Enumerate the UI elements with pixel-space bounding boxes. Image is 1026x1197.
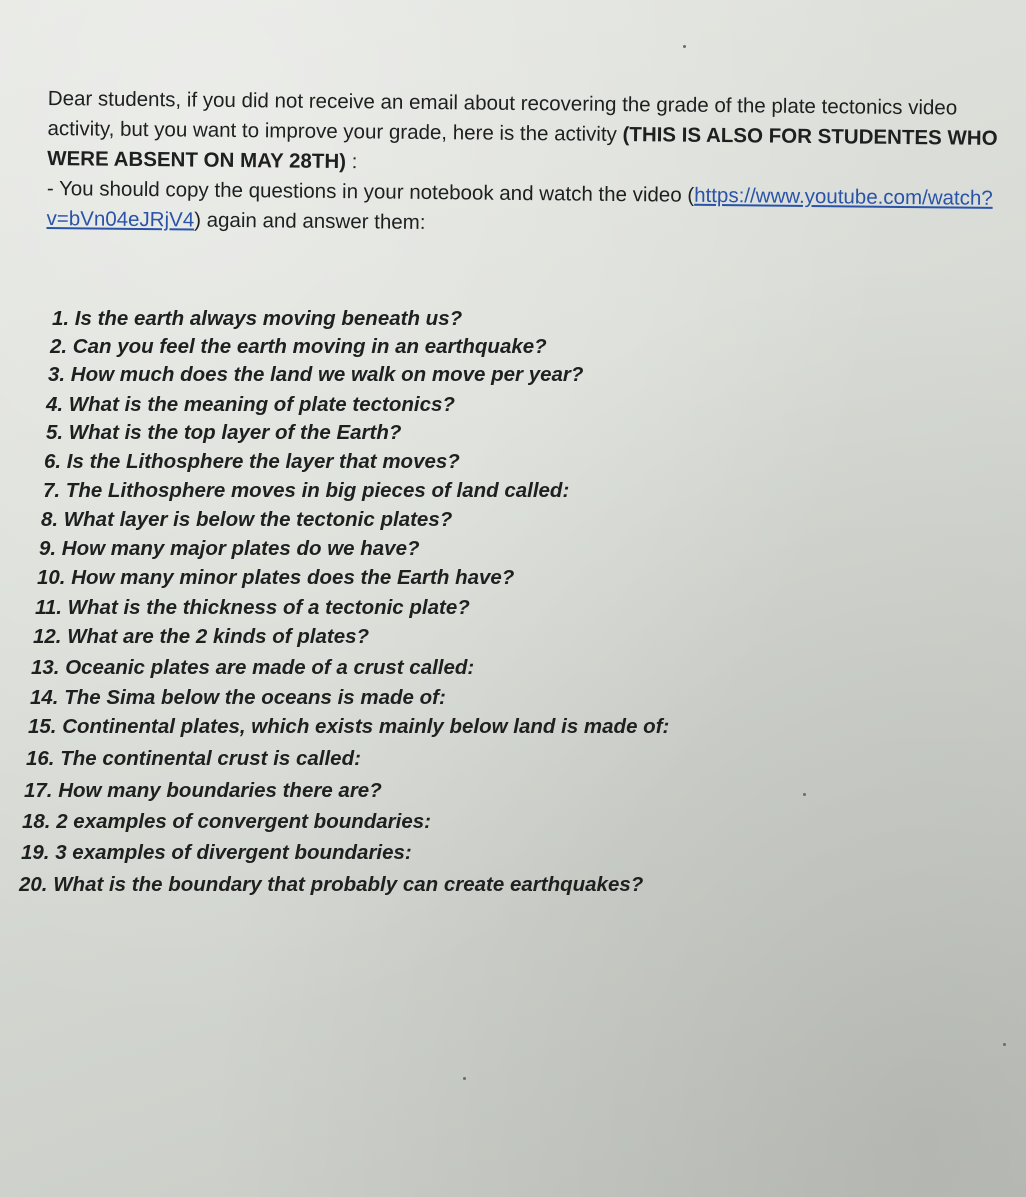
instruction-paragraph <box>46 174 1007 244</box>
question-item: 9. How many major plates do we have? <box>39 537 420 560</box>
question-item: 8. What layer is below the tectonic plates? <box>41 508 453 531</box>
paper-speck <box>803 793 806 796</box>
paper-speck <box>683 45 686 48</box>
paper-speck <box>1003 1043 1006 1046</box>
intro-text: Dear students, if you did not receive an email about recovering the grade of the plate tectonics video activity, but you want to improve your grade, here is the activity <box>47 86 958 147</box>
question-item: 16. The continental crust is called: <box>26 747 361 770</box>
question-item: 19. 3 examples of divergent boundaries: <box>21 841 412 864</box>
question-item: 20. What is the boundary that probably can create earthquakes? <box>19 873 644 896</box>
intro-colon: : <box>345 150 358 174</box>
video-link[interactable]: https://www.youtube.com/watch?v=bVn04eJRjV4 <box>46 183 993 232</box>
question-item: 1. Is the earth always moving beneath us? <box>52 307 463 330</box>
question-item: 14. The Sima below the oceans is made of: <box>30 686 446 709</box>
intro-section <box>46 84 1008 244</box>
instruction-start: - You should copy the questions in your notebook and watch the video ( <box>46 176 695 207</box>
question-item: 15. Continental plates, which exists mainly below land is made of: <box>28 715 670 738</box>
instruction-end: ) again and answer them: <box>194 208 426 234</box>
question-item: 7. The Lithosphere moves in big pieces of land called: <box>43 479 570 502</box>
question-item: 3. How much does the land we walk on move per year? <box>48 363 584 386</box>
question-item: 12. What are the 2 kinds of plates? <box>33 625 370 648</box>
intro-bold-note: (THIS IS ALSO FOR STUDENTES WHO WERE ABSENT ON MAY 28TH) <box>47 123 998 174</box>
question-item: 11. What is the thickness of a tectonic plate? <box>35 596 470 619</box>
question-item: 4. What is the meaning of plate tectonics? <box>46 393 455 416</box>
question-item: 5. What is the top layer of the Earth? <box>46 421 402 444</box>
question-item: 6. Is the Lithosphere the layer that moves? <box>44 450 460 473</box>
question-item: 2. Can you feel the earth moving in an earthquake? <box>50 335 547 358</box>
question-item: 17. How many boundaries there are? <box>24 779 382 802</box>
paper-speck <box>463 1077 466 1080</box>
question-item: 13. Oceanic plates are made of a crust called: <box>31 656 475 679</box>
question-item: 10. How many minor plates does the Earth have? <box>37 566 515 589</box>
intro-paragraph <box>47 84 1008 184</box>
question-item: 18. 2 examples of convergent boundaries: <box>22 810 431 833</box>
